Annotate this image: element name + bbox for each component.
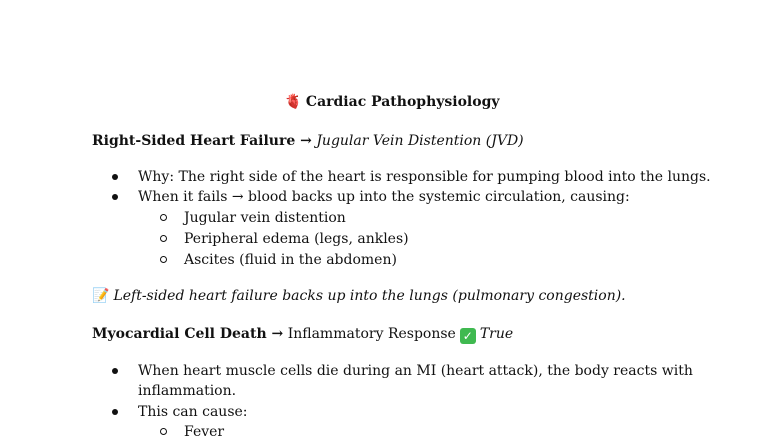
section-heading-myocardial-death — [92, 324, 513, 344]
hollow-bullet-icon — [160, 214, 167, 221]
check-mark-icon: ✓ — [460, 328, 476, 344]
hollow-bullet-icon — [160, 256, 167, 263]
hollow-bullet-icon — [160, 235, 167, 242]
document-page: 🫀 Cardiac Pathophysiology Right-Sided Heart Failure → Jugular Vein Distention (JVD) Why: The right side of the heart is responsible for pumping blood into the lungs. When it fails → blood backs up into the systemic circulation, causing: Jugular vein distention Peripheral edema (legs, ankles) Ascites (fluid in the abdomen) 📝 Left-sided heart failure backs up into the lungs (pulmonary congestion). Myocardial Cell Death → Inflammatory Response ✓ True When heart muscle cells die during an MI (heart attack), the body reacts with inflammation. This can cause: Fever — [0, 0, 784, 441]
section-heading-bold: Right-Sided Heart Failure → — [92, 133, 312, 149]
memo-icon: 📝 — [92, 288, 110, 304]
bullet-icon — [112, 409, 118, 415]
bullet-icon — [112, 194, 118, 200]
section-heading-right-sided-failure — [92, 131, 524, 151]
section-heading-normal: Inflammatory Response — [287, 326, 456, 342]
section-heading-italic: Jugular Vein Distention (JVD) — [316, 133, 524, 149]
note-line — [92, 286, 626, 306]
bullet-icon — [112, 368, 118, 374]
section-heading-italic: True — [479, 326, 514, 342]
page-title — [0, 92, 784, 112]
section-heading-bold: Myocardial Cell Death → — [92, 326, 284, 342]
anatomical-heart-icon: 🫀 — [284, 94, 302, 110]
note-text: Left-sided heart failure backs up into the lungs (pulmonary congestion). — [113, 288, 626, 304]
bullet-icon — [112, 174, 118, 180]
hollow-bullet-icon — [160, 428, 167, 435]
page-title-text: Cardiac Pathophysiology — [305, 94, 500, 110]
